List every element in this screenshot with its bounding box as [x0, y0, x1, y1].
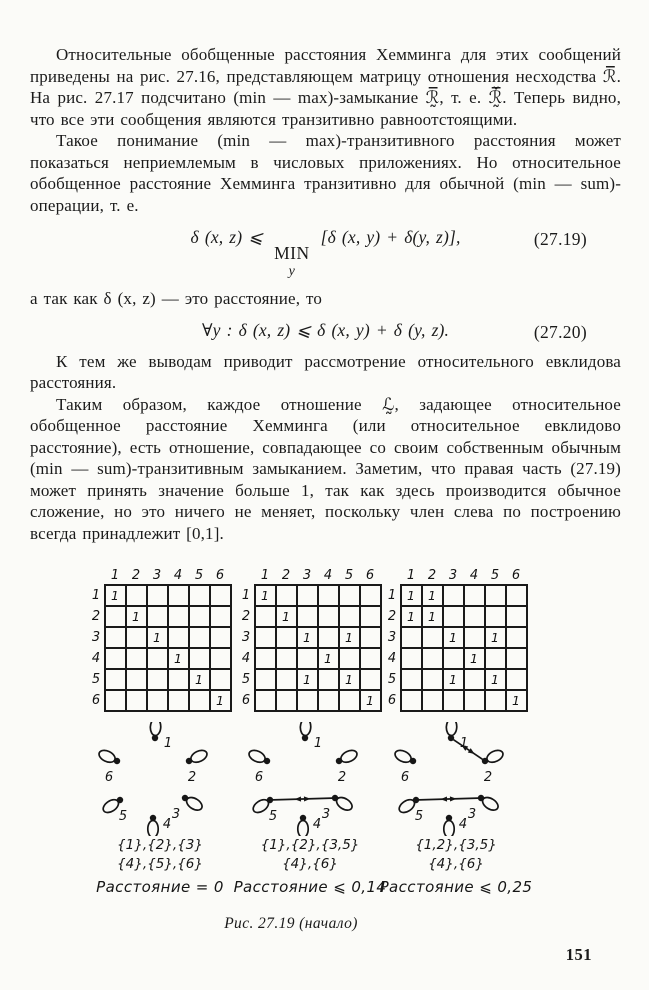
matrix-cell — [297, 690, 318, 711]
matrix-cell: 1 — [401, 585, 422, 606]
matrix-cell — [147, 606, 168, 627]
matrix-cell: 1 — [443, 627, 464, 648]
matrix-cell — [255, 690, 276, 711]
distance-label: Расстояние ⩽ 0,25 — [379, 878, 533, 896]
matrix-cell — [126, 690, 147, 711]
graph-node-dot — [302, 735, 308, 741]
page-number: 151 — [565, 945, 592, 964]
matrix-cell — [297, 648, 318, 669]
matrix-cell — [401, 690, 422, 711]
relation-matrix-1 — [80, 566, 240, 712]
figure-column-1 — [80, 566, 240, 896]
matrix-cell — [318, 690, 339, 711]
self-loop-icon — [97, 748, 117, 765]
matrix-row-header: 5 — [387, 672, 397, 687]
edge-arrow-icon — [450, 796, 457, 801]
equation-27-20 — [30, 320, 621, 342]
matrix-cell — [105, 690, 126, 711]
matrix-cell — [210, 627, 231, 648]
matrix-cell — [485, 690, 506, 711]
matrix-table — [239, 566, 382, 712]
matrix-cell — [126, 585, 147, 606]
graph-node-dot — [150, 815, 156, 821]
matrix-row-header: 2 — [91, 609, 101, 624]
relation-matrix-3 — [376, 566, 536, 712]
matrix-col-header: 3 — [152, 567, 162, 583]
matrix-row-header: 5 — [91, 672, 101, 687]
graph-node-dot — [182, 795, 188, 801]
classes-line-2: {4},{6} — [428, 856, 484, 872]
classes-line-1: {1},{2},{3} — [117, 837, 203, 853]
matrix-cell — [255, 627, 276, 648]
matrix-row-header: 1 — [91, 588, 101, 603]
graph-node-dot — [114, 758, 120, 764]
matrix-col-header: 6 — [365, 567, 375, 583]
graph-svg — [85, 722, 235, 836]
figure-column-2 — [230, 566, 390, 896]
matrix-cell — [126, 669, 147, 690]
matrix-cell — [339, 648, 360, 669]
graph-node-dot — [448, 735, 454, 741]
matrix-row-header: 6 — [241, 693, 251, 708]
matrix-row-header: 6 — [387, 693, 397, 708]
matrix-cell — [297, 606, 318, 627]
matrix-row-header: 4 — [91, 651, 101, 666]
matrix-row-header: 1 — [241, 588, 251, 603]
equation-number: (27.20) — [533, 322, 587, 342]
matrix-cell — [147, 669, 168, 690]
paragraph-3: а так как δ (x, z) — это расстояние, то — [30, 288, 323, 308]
graph-node-label: 4 — [458, 817, 468, 832]
graph-node-dot — [446, 815, 452, 821]
graph-node-dot — [482, 758, 488, 764]
matrix-col-header: 2 — [281, 567, 291, 583]
matrix-cell — [401, 669, 422, 690]
matrix-cell — [276, 690, 297, 711]
equation-body: ∀y : δ (x, z) ⩽ δ (x, y) + δ (y, z). — [201, 320, 450, 340]
graph-node-label: 2 — [337, 770, 347, 785]
matrix-cell — [464, 627, 485, 648]
matrix-row-header: 4 — [241, 651, 251, 666]
matrix-cell — [276, 669, 297, 690]
matrix-cell — [506, 669, 527, 690]
matrix-cell: 1 — [168, 648, 189, 669]
graph-node-dot — [152, 735, 158, 741]
matrix-cell: 1 — [126, 606, 147, 627]
graph-node-dot — [117, 797, 123, 803]
matrix-cell — [105, 627, 126, 648]
matrix-cell — [318, 585, 339, 606]
matrix-cell — [422, 648, 443, 669]
matrix-cell: 1 — [255, 585, 276, 606]
matrix-cell — [168, 585, 189, 606]
matrix-col-header: 6 — [215, 567, 225, 583]
matrix-row-header: 3 — [91, 630, 101, 645]
matrix-col-header: 4 — [469, 567, 479, 583]
matrix-cell: 1 — [276, 606, 297, 627]
graph-node-label: 6 — [104, 770, 114, 785]
matrix-cell — [255, 606, 276, 627]
matrix-cell: 1 — [210, 690, 231, 711]
matrix-row-header: 1 — [387, 588, 397, 603]
self-loop-icon — [485, 748, 505, 765]
matrix-cell — [210, 606, 231, 627]
matrix-col-header: 1 — [406, 567, 416, 583]
graph-node-label: 5 — [268, 809, 278, 824]
graph-edge — [419, 798, 478, 800]
matrix-cell — [147, 690, 168, 711]
matrix-row-header: 3 — [387, 630, 397, 645]
graph-node-label: 6 — [254, 770, 264, 785]
matrix-cell — [255, 648, 276, 669]
matrix-table — [385, 566, 528, 712]
matrix-cell: 1 — [297, 627, 318, 648]
matrix-row-header: 5 — [241, 672, 251, 687]
matrix-col-header: 4 — [173, 567, 183, 583]
matrix-cell — [464, 606, 485, 627]
matrix-cell — [422, 690, 443, 711]
matrix-cell — [485, 606, 506, 627]
matrix-cell — [168, 627, 189, 648]
graph-node-dot — [267, 797, 273, 803]
graph-node-label: 4 — [312, 817, 322, 832]
matrix-cell: 1 — [485, 669, 506, 690]
graph-node-label: 2 — [187, 770, 197, 785]
matrix-cell — [443, 690, 464, 711]
graph-node-label: 4 — [162, 817, 172, 832]
graph-node-label: 1 — [163, 736, 173, 751]
graph-node-dot — [336, 758, 342, 764]
matrix-col-header: 1 — [110, 567, 120, 583]
self-loop-icon — [444, 821, 454, 837]
graph-node-label: 1 — [313, 736, 323, 751]
matrix-cell — [210, 648, 231, 669]
min-operator — [274, 245, 310, 279]
matrix-cell — [485, 585, 506, 606]
equation-rhs: [δ (x, y) + δ(y, z)], — [320, 227, 461, 247]
matrix-cell — [339, 606, 360, 627]
self-loop-icon — [148, 821, 158, 837]
graph-node-label: 5 — [118, 809, 128, 824]
matrix-cell: 1 — [360, 690, 381, 711]
graph-node-dot — [478, 795, 484, 801]
matrix-cell — [168, 669, 189, 690]
matrix-cell — [464, 669, 485, 690]
matrix-cell — [401, 648, 422, 669]
relation-graph-1 — [80, 722, 240, 836]
paragraph-5: Таким образом, каждое отношение ℒ̰, задающее относительное обобщенное расстояние Хемминга (или относительное евклидово расстояние), есть отношение, совпадающее со своим собственным обычным (min — sum)-транзитивным замыканием. Заметим, что правая часть (27.19) может принять значение больше 1, так как здесь производится обычное сложение, но это ничего не меняет, поскольку член слева по построению всегда принадлежит [0,1]. — [30, 394, 621, 543]
matrix-cell: 1 — [485, 627, 506, 648]
graph-node-dot — [264, 758, 270, 764]
self-loop-icon — [393, 748, 413, 765]
matrix-col-header: 6 — [511, 567, 521, 583]
graph-node-dot — [332, 795, 338, 801]
graph-node-dot — [300, 815, 306, 821]
matrix-cell — [401, 627, 422, 648]
graph-node-label: 5 — [414, 809, 424, 824]
matrix-cell — [126, 648, 147, 669]
matrix-cell: 1 — [297, 669, 318, 690]
graph-node-dot — [410, 758, 416, 764]
matrix-cell — [422, 627, 443, 648]
matrix-cell — [105, 648, 126, 669]
matrix-cell — [318, 669, 339, 690]
matrix-cell: 1 — [422, 606, 443, 627]
matrix-cell — [189, 606, 210, 627]
min-subscript: y — [288, 263, 296, 279]
matrix-cell — [168, 690, 189, 711]
matrix-cell — [464, 690, 485, 711]
matrix-row-header: 2 — [387, 609, 397, 624]
matrix-cell — [105, 669, 126, 690]
matrix-cell — [189, 690, 210, 711]
graph-node-label: 3 — [467, 807, 477, 822]
matrix-cell: 1 — [105, 585, 126, 606]
matrix-cell — [506, 648, 527, 669]
matrix-cell — [464, 585, 485, 606]
graph-node-label: 1 — [459, 736, 469, 751]
matrix-cell — [276, 627, 297, 648]
graph-node-label: 3 — [321, 807, 331, 822]
matrix-cell: 1 — [401, 606, 422, 627]
matrix-cell — [189, 585, 210, 606]
classes-line-1: {1,2},{3,5} — [415, 837, 497, 853]
self-loop-icon — [150, 722, 161, 736]
matrix-cell — [297, 585, 318, 606]
edge-arrow-icon — [304, 796, 311, 801]
self-loop-icon — [189, 748, 209, 765]
matrix-cell — [339, 690, 360, 711]
matrix-cell — [506, 627, 527, 648]
min-label: MIN — [274, 243, 310, 263]
matrix-cell — [147, 648, 168, 669]
matrix-col-header: 3 — [302, 567, 312, 583]
matrix-col-header: 2 — [427, 567, 437, 583]
matrix-cell: 1 — [339, 627, 360, 648]
self-loop-icon — [339, 748, 359, 765]
paragraph-2: Такое понимание (min — max)-транзитивного расстояния может показаться неприемлемым в числовых приложениях. Но относительное обобщенное расстояние Хемминга транзитивно для обычной (min — sum)-операции, т. е. — [30, 131, 621, 215]
matrix-row-header: 2 — [241, 609, 251, 624]
figure-caption: Рис. 27.19 (начало) — [224, 915, 358, 932]
matrix-cell — [105, 606, 126, 627]
matrix-table — [89, 566, 232, 712]
matrix-cell — [443, 606, 464, 627]
matrix-col-header: 5 — [490, 567, 500, 583]
matrix-row-header: 4 — [387, 651, 397, 666]
matrix-cell — [276, 648, 297, 669]
paragraph-1: Относительные обобщенные расстояния Хемминга для этих сообщений приведены на рис. 27.16, представляющем матрицу отношения несходства ℛ̅. На рис. 27.17 подсчитано (min — max)-замыкание ℛ̰̅, т. е. ℛ̰̅̌. Теперь видно, что все эти сообщения являются транзитивно равноотстоящими. — [30, 45, 621, 129]
equation-number: (27.19) — [533, 229, 587, 249]
matrix-cell — [255, 669, 276, 690]
classes-line-2: {4},{5},{6} — [117, 856, 203, 872]
graph-node-dot — [186, 758, 192, 764]
graph-svg — [381, 722, 531, 836]
matrix-cell — [506, 606, 527, 627]
graph-edge — [273, 798, 332, 800]
relation-graph-3 — [376, 722, 536, 836]
matrix-col-header: 5 — [344, 567, 354, 583]
figure-column-3 — [376, 566, 536, 896]
matrix-cell — [147, 585, 168, 606]
matrix-cell — [189, 648, 210, 669]
matrix-cell: 1 — [506, 690, 527, 711]
self-loop-icon — [247, 748, 267, 765]
matrix-cell — [485, 648, 506, 669]
classes-line-2: {4},{6} — [282, 856, 338, 872]
matrix-cell — [443, 648, 464, 669]
matrix-col-header: 5 — [194, 567, 204, 583]
classes-line-1: {1},{2},{3,5} — [260, 837, 360, 853]
matrix-cell: 1 — [189, 669, 210, 690]
graph-svg — [235, 722, 385, 836]
self-loop-icon — [446, 722, 457, 736]
equation-27-19 — [30, 227, 621, 279]
matrix-cell: 1 — [422, 585, 443, 606]
matrix-cell — [168, 606, 189, 627]
matrix-row-header: 3 — [241, 630, 251, 645]
matrix-cell — [210, 585, 231, 606]
graph-node-dot — [413, 797, 419, 803]
matrix-col-header: 3 — [448, 567, 458, 583]
self-loop-icon — [298, 821, 308, 837]
matrix-cell — [126, 627, 147, 648]
relation-matrix-2 — [230, 566, 390, 712]
distance-label: Расстояние = 0 — [96, 878, 224, 896]
matrix-col-header: 1 — [260, 567, 270, 583]
matrix-cell — [422, 669, 443, 690]
matrix-cell: 1 — [443, 669, 464, 690]
edge-arrow-icon — [295, 796, 302, 801]
matrix-cell — [189, 627, 210, 648]
matrix-cell: 1 — [147, 627, 168, 648]
relation-graph-2 — [230, 722, 390, 836]
body-text — [30, 44, 621, 544]
self-loop-icon — [300, 722, 311, 736]
equation-lhs: δ (x, z) ⩽ — [190, 227, 264, 247]
matrix-cell — [443, 585, 464, 606]
matrix-cell: 1 — [339, 669, 360, 690]
matrix-col-header: 4 — [323, 567, 333, 583]
matrix-cell — [276, 585, 297, 606]
matrix-cell — [339, 585, 360, 606]
distance-label: Расстояние ⩽ 0,14 — [233, 878, 387, 896]
edge-arrow-icon — [441, 796, 448, 801]
matrix-cell — [318, 627, 339, 648]
matrix-row-header: 6 — [91, 693, 101, 708]
matrix-cell — [506, 585, 527, 606]
graph-node-label: 3 — [171, 807, 181, 822]
matrix-col-header: 2 — [131, 567, 141, 583]
paragraph-4: К тем же выводам приводит рассмотрение относительного евклидова расстояния. — [30, 351, 621, 392]
graph-node-label: 2 — [483, 770, 493, 785]
matrix-cell: 1 — [318, 648, 339, 669]
graph-node-label: 6 — [400, 770, 410, 785]
matrix-cell: 1 — [464, 648, 485, 669]
matrix-cell — [318, 606, 339, 627]
matrix-cell — [210, 669, 231, 690]
